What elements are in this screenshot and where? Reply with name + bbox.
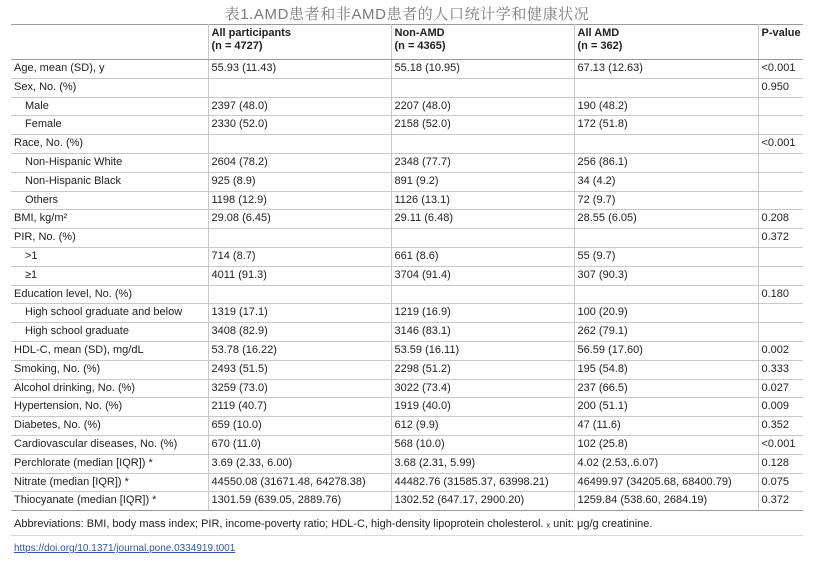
table-row [11, 153, 803, 172]
cell-all-participants: 29.08 (6.45) [208, 210, 391, 229]
cell-non-amd: 55.18 (10.95) [391, 60, 574, 79]
cell-p-value [758, 304, 803, 323]
row-label: High school graduate [11, 323, 208, 342]
cell-all-participants: 1198 (12.9) [208, 191, 391, 210]
cell-non-amd: 3146 (83.1) [391, 323, 574, 342]
row-label: Race, No. (%) [11, 135, 208, 154]
cell-all-amd: 195 (54.8) [574, 360, 758, 379]
table-row [11, 435, 803, 454]
cell-all-amd: 46499.97 (34205.68, 68400.79) [574, 473, 758, 492]
cell-p-value: 0.333 [758, 360, 803, 379]
row-label: Smoking, No. (%) [11, 360, 208, 379]
cell-all-participants [208, 135, 391, 154]
cell-all-amd [574, 229, 758, 248]
cell-all-participants: 2493 (51.5) [208, 360, 391, 379]
cell-p-value [758, 323, 803, 342]
table-row [11, 398, 803, 417]
table-row [11, 417, 803, 436]
cell-all-participants: 670 (11.0) [208, 435, 391, 454]
demographics-table [11, 24, 803, 511]
cell-all-amd: 102 (25.8) [574, 435, 758, 454]
cell-all-amd: 1259.84 (538.60, 2684.19) [574, 492, 758, 511]
cell-p-value [758, 191, 803, 210]
cell-p-value: 0.208 [758, 210, 803, 229]
table-header-row [11, 25, 803, 60]
cell-all-participants: 925 (8.9) [208, 172, 391, 191]
cell-non-amd: 3022 (73.4) [391, 379, 574, 398]
row-label: Alcohol drinking, No. (%) [11, 379, 208, 398]
cell-all-participants: 714 (8.7) [208, 247, 391, 266]
cell-p-value: 0.009 [758, 398, 803, 417]
row-label: Age, mean (SD), y [11, 60, 208, 79]
cell-all-participants [208, 229, 391, 248]
header-all-label: All participants [211, 27, 291, 39]
table-row [11, 304, 803, 323]
cell-non-amd: 29.11 (6.48) [391, 210, 574, 229]
cell-p-value: 0.027 [758, 379, 803, 398]
cell-non-amd: 1126 (13.1) [391, 191, 574, 210]
cell-all-amd: 172 (51.8) [574, 116, 758, 135]
cell-p-value [758, 247, 803, 266]
table-row [11, 229, 803, 248]
cell-all-participants: 2604 (78.2) [208, 153, 391, 172]
header-all-participants [208, 25, 391, 60]
table-row [11, 360, 803, 379]
doi-link[interactable]: https://doi.org/10.1371/journal.pone.0334919.t001 [14, 543, 236, 554]
cell-all-amd: 307 (90.3) [574, 266, 758, 285]
row-label: Perchlorate (median [IQR]) * [11, 454, 208, 473]
table-row [11, 379, 803, 398]
row-label: Diabetes, No. (%) [11, 417, 208, 436]
table-row [11, 454, 803, 473]
header-non-amd-label: Non-AMD [394, 27, 445, 39]
cell-all-participants: 3.69 (2.33, 6.00) [208, 454, 391, 473]
cell-all-amd: 190 (48.2) [574, 97, 758, 116]
cell-all-participants: 4011 (91.3) [208, 266, 391, 285]
cell-p-value: 0.128 [758, 454, 803, 473]
cell-non-amd: 891 (9.2) [391, 172, 574, 191]
cell-non-amd: 3.68 (2.31, 5.99) [391, 454, 574, 473]
cell-all-participants: 659 (10.0) [208, 417, 391, 436]
cell-non-amd: 53.59 (16.11) [391, 341, 574, 360]
header-variable [11, 25, 208, 60]
row-label: PIR, No. (%) [11, 229, 208, 248]
cell-all-amd: 237 (66.5) [574, 379, 758, 398]
header-non-amd-n: (n = 4365) [394, 40, 446, 52]
cell-p-value: <0.001 [758, 60, 803, 79]
cell-non-amd: 2158 (52.0) [391, 116, 574, 135]
cell-p-value: 0.180 [758, 285, 803, 304]
cell-p-value: 0.950 [758, 78, 803, 97]
cell-all-participants: 44550.08 (31671.48, 64278.38) [208, 473, 391, 492]
footnote-divider [11, 535, 803, 536]
cell-all-amd: 262 (79.1) [574, 323, 758, 342]
row-label: Male [11, 97, 208, 116]
cell-non-amd [391, 135, 574, 154]
cell-non-amd: 2207 (48.0) [391, 97, 574, 116]
cell-non-amd: 2348 (77.7) [391, 153, 574, 172]
row-label: High school graduate and below [11, 304, 208, 323]
cell-all-participants: 1319 (17.1) [208, 304, 391, 323]
cell-non-amd: 2298 (51.2) [391, 360, 574, 379]
cell-p-value [758, 172, 803, 191]
cell-p-value [758, 153, 803, 172]
cell-p-value: 0.372 [758, 492, 803, 511]
cell-all-participants: 53.78 (16.22) [208, 341, 391, 360]
cell-non-amd: 612 (9.9) [391, 417, 574, 436]
cell-all-amd [574, 135, 758, 154]
table-row [11, 492, 803, 511]
cell-non-amd: 1302.52 (647.17, 2900.20) [391, 492, 574, 511]
header-p-value: P-value [758, 25, 803, 60]
cell-p-value [758, 97, 803, 116]
row-label: Cardiovascular diseases, No. (%) [11, 435, 208, 454]
cell-all-amd: 200 (51.1) [574, 398, 758, 417]
cell-all-participants: 1301.59 (639.05, 2889.76) [208, 492, 391, 511]
table-row [11, 247, 803, 266]
cell-p-value: 0.002 [758, 341, 803, 360]
header-all-amd [574, 25, 758, 60]
row-label: Thiocyanate (median [IQR]) * [11, 492, 208, 511]
cell-p-value [758, 116, 803, 135]
table-title: 表1.AMD患者和非AMD患者的人口统计学和健康状况 [224, 6, 590, 23]
header-amd-label: All AMD [577, 27, 620, 39]
cell-all-amd [574, 285, 758, 304]
cell-all-participants: 55.93 (11.43) [208, 60, 391, 79]
row-label: Non-Hispanic Black [11, 172, 208, 191]
cell-all-amd: 28.55 (6.05) [574, 210, 758, 229]
table-row [11, 266, 803, 285]
cell-non-amd: 568 (10.0) [391, 435, 574, 454]
row-label: BMI, kg/m² [11, 210, 208, 229]
cell-non-amd [391, 78, 574, 97]
cell-p-value [758, 266, 803, 285]
row-label: Female [11, 116, 208, 135]
cell-p-value: 0.372 [758, 229, 803, 248]
table-row [11, 323, 803, 342]
cell-non-amd [391, 285, 574, 304]
table-row [11, 210, 803, 229]
cell-all-participants: 3259 (73.0) [208, 379, 391, 398]
cell-all-participants: 2119 (40.7) [208, 398, 391, 417]
row-label: Hypertension, No. (%) [11, 398, 208, 417]
row-label: Sex, No. (%) [11, 78, 208, 97]
cell-all-amd: 72 (9.7) [574, 191, 758, 210]
table-row [11, 60, 803, 79]
cell-all-amd: 67.13 (12.63) [574, 60, 758, 79]
cell-all-amd: 47 (11.6) [574, 417, 758, 436]
cell-non-amd: 661 (8.6) [391, 247, 574, 266]
cell-all-participants: 2397 (48.0) [208, 97, 391, 116]
cell-non-amd: 1219 (16.9) [391, 304, 574, 323]
cell-all-amd: 4.02 (2.53,.6.07) [574, 454, 758, 473]
cell-non-amd: 1919 (40.0) [391, 398, 574, 417]
cell-non-amd [391, 229, 574, 248]
table-row [11, 191, 803, 210]
header-non-amd [391, 25, 574, 60]
cell-all-participants: 2330 (52.0) [208, 116, 391, 135]
cell-p-value: 0.075 [758, 473, 803, 492]
header-all-n: (n = 4727) [211, 40, 263, 52]
table-row [11, 135, 803, 154]
cell-p-value: <0.001 [758, 435, 803, 454]
table-row [11, 473, 803, 492]
cell-all-participants [208, 78, 391, 97]
row-label: Education level, No. (%) [11, 285, 208, 304]
cell-all-participants [208, 285, 391, 304]
cell-non-amd: 44482.76 (31585.37, 63998.21) [391, 473, 574, 492]
cell-all-amd: 55 (9.7) [574, 247, 758, 266]
cell-all-amd: 256 (86.1) [574, 153, 758, 172]
table-row [11, 285, 803, 304]
row-label: Others [11, 191, 208, 210]
footnote: Abbreviations: BMI, body mass index; PIR, income-poverty ratio; HDL-C, high-density lipoprotein cholesterol. ₓ unit: μg/g creatinine. [14, 518, 653, 530]
cell-all-amd [574, 78, 758, 97]
cell-all-participants: 3408 (82.9) [208, 323, 391, 342]
cell-all-amd: 56.59 (17.60) [574, 341, 758, 360]
row-label: Nitrate (median [IQR]) * [11, 473, 208, 492]
row-label: HDL-C, mean (SD), mg/dL [11, 341, 208, 360]
table-row [11, 97, 803, 116]
cell-all-amd: 100 (20.9) [574, 304, 758, 323]
cell-p-value: <0.001 [758, 135, 803, 154]
cell-non-amd: 3704 (91.4) [391, 266, 574, 285]
table-row [11, 116, 803, 135]
table-row [11, 172, 803, 191]
cell-p-value: 0.352 [758, 417, 803, 436]
row-label: >1 [11, 247, 208, 266]
row-label: ≥1 [11, 266, 208, 285]
header-amd-n: (n = 362) [577, 40, 623, 52]
table-row [11, 78, 803, 97]
row-label: Non-Hispanic White [11, 153, 208, 172]
table-body [11, 60, 803, 511]
table-row [11, 341, 803, 360]
cell-all-amd: 34 (4.2) [574, 172, 758, 191]
